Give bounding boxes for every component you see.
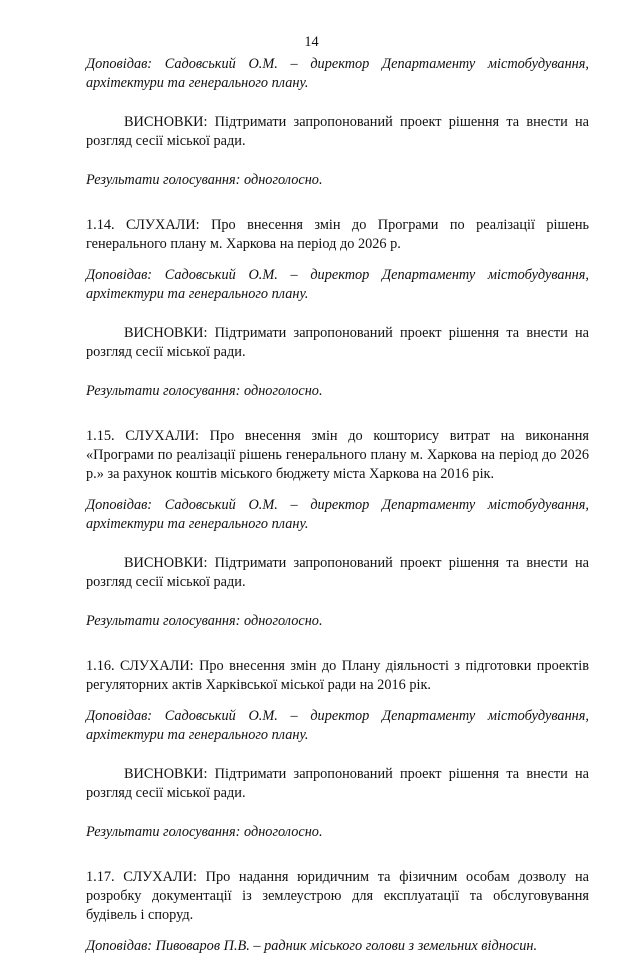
conclusion-paragraph: ВИСНОВКИ: Підтримати запропонований проект рішення та внести на розгляд сесії міської ради. — [86, 766, 589, 801]
agenda-item: 1.16. СЛУХАЛИ: Про внесення змін до Плану діяльності з підготовки проектів регуляторних актів Харківської міської ради на 2016 рік. — [86, 658, 589, 693]
conclusion-paragraph: ВИСНОВКИ: Підтримати запропонований проект рішення та внести на розгляд сесії міської ради. — [86, 114, 589, 149]
speaker-line: Доповідав: Садовський О.М. – директор Департаменту містобудування, архітектури та генерального плану. — [86, 708, 589, 743]
speaker-line: Доповідав: Садовський О.М. – директор Департаменту містобудування, архітектури та генерального плану. — [86, 267, 589, 302]
voting-result: Результати голосування: одноголосно. — [86, 172, 323, 188]
conclusion-paragraph: ВИСНОВКИ: Підтримати запропонований проект рішення та внести на розгляд сесії міської ради. — [86, 325, 589, 360]
document-body — [86, 55, 589, 956]
agenda-item: 1.17. СЛУХАЛИ: Про надання юридичним та фізичним особам дозволу на розробку документації із землеустрою для експлуатації та обслуговування будівель і споруд. — [86, 869, 589, 923]
voting-result: Результати голосування: одноголосно. — [86, 383, 323, 399]
agenda-item: 1.14. СЛУХАЛИ: Про внесення змін до Програми по реалізації рішень генерального плану м. Харкова на період до 2026 р. — [86, 217, 589, 252]
agenda-item: 1.15. СЛУХАЛИ: Про внесення змін до кошторису витрат на виконання «Програми по реалізації рішень генерального плану м. Харкова на період до 2026 р.» за рахунок коштів міського бюджету міста Харкова на 2016 рік. — [86, 428, 589, 482]
speaker-line: Доповідав: Пивоваров П.В. – радник міського голови з земельних відносин. — [86, 938, 538, 954]
page-number: 14 — [304, 34, 319, 50]
voting-result: Результати голосування: одноголосно. — [86, 824, 323, 840]
voting-result: Результати голосування: одноголосно. — [86, 613, 323, 629]
conclusion-paragraph: ВИСНОВКИ: Підтримати запропонований проект рішення та внести на розгляд сесії міської ради. — [86, 555, 589, 590]
speaker-line: Доповідав: Садовський О.М. – директор Департаменту містобудування, архітектури та генерального плану. — [86, 497, 589, 532]
speaker-line: Доповідав: Садовський О.М. – директор Департаменту містобудування, архітектури та генерального плану. — [86, 56, 589, 91]
